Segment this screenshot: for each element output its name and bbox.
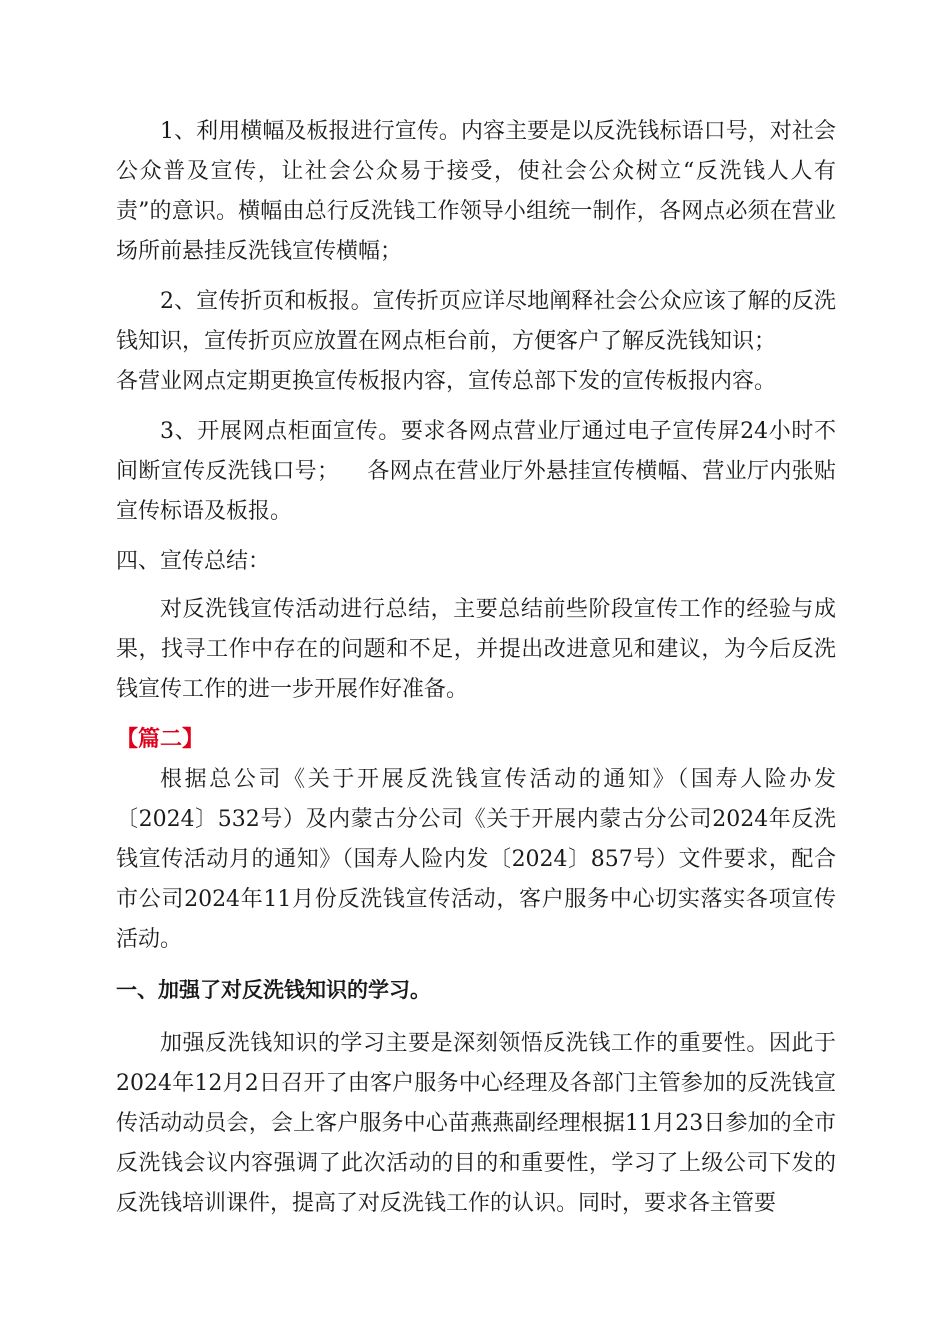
paragraph-banner-publicity: 1、利用横幅及板报进行宣传。内容主要是以反洗钱标语口号，对社会公众普及宣传，让社会公众易于接受，使社会公众树立“反洗钱人人有责”的意识。横幅由总行反洗钱工作领导小组统一制作，各网点必须在营业场所前悬挂反洗钱宣传横幅；	[116, 119, 836, 264]
section-summary-heading: 四、宣传总结：	[116, 549, 271, 574]
paragraph-counter-part-a: 3、开展网点柜面宣传。要求各网点营业厅通过电子宣传屏24小时不间断宣传反洗钱口号；	[116, 419, 836, 484]
paragraph-leaflet-part-a: 2、宣传折页和板报。宣传折页应详尽地阐释社会公众应该了解的反洗钱知识，宣传折页应放置在网点柜台前，方便客户了解反洗钱知识；	[116, 289, 836, 354]
paragraph-counter-publicity	[116, 412, 836, 532]
paragraph-learning: 加强反洗钱知识的学习主要是深刻领悟反洗钱工作的重要性。因此于2024年12月2日召开了由客户服务中心经理及各部门主管参加的反洗钱宣传活动动员会，会上客户服务中心苗燕燕副经理根据11月23日参加的全市反洗钱会议内容强调了此次活动的目的和重要性，学习了上级公司下发的反洗钱培训课件，提高了对反洗钱工作的认识。同时，要求各主管要	[116, 1031, 836, 1216]
paragraph-counter-part-b: 各网点在营业厅外悬挂宣传横幅、营业厅内张贴宣传标语及板报。	[116, 459, 836, 524]
paragraph-leaflet-publicity	[116, 282, 836, 402]
heading-strengthen-learning: 一、加强了对反洗钱知识的学习。	[116, 978, 431, 1002]
part-two-heading: 【篇二】	[116, 727, 205, 752]
paragraph-part-two-intro: 根据总公司《关于开展反洗钱宣传活动的通知》（国寿人险办发〔2024〕532号）及内蒙古分公司《关于开展内蒙古分公司2024年反洗钱宣传活动月的通知》（国寿人险内发〔2024〕857号）文件要求，配合市公司2024年11月份反洗钱宣传活动，客户服务中心切实落实各项宣传活动。	[116, 767, 836, 952]
document-body	[116, 112, 836, 1234]
paragraph-leaflet-part-b: 各营业网点定期更换宣传板报内容，宣传总部下发的宣传板报内容。	[116, 369, 777, 394]
paragraph-summary: 对反洗钱宣传活动进行总结，主要总结前些阶段宣传工作的经验与成果，找寻工作中存在的问题和不足，并提出改进意见和建议，为今后反洗钱宣传工作的进一步开展作好准备。	[116, 597, 836, 702]
